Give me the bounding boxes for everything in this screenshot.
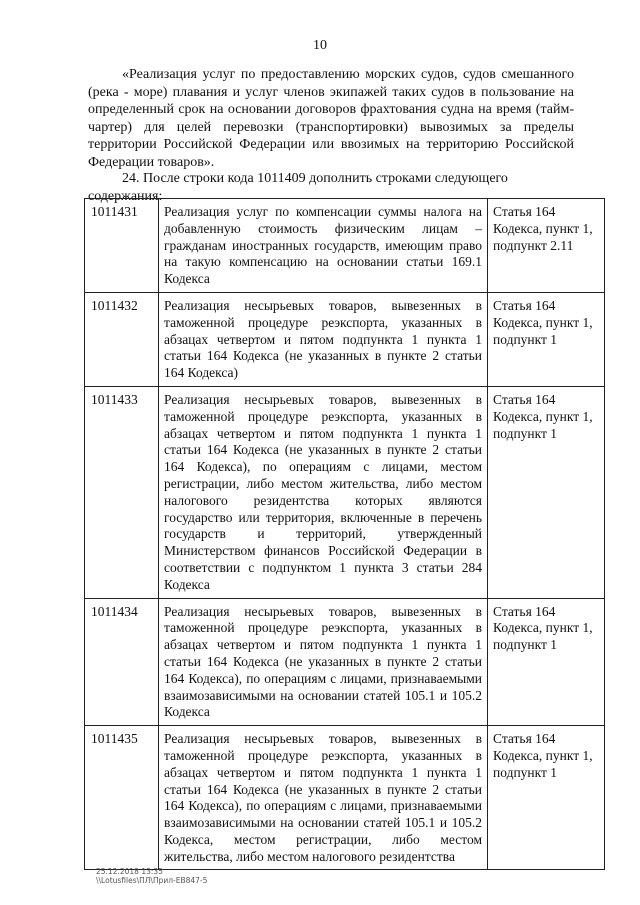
- row-description: Реализация несырьевых товаров, вывезенных в таможенной процедуре реэкспорта, указанных в абзацах четвертом и пятом подпункта 1 пункта 1 статьи 164 Кодекса (не указанных в пункте 2 статьи 164 Кодекса), по операциям с лицами, местом регистрации, либо местом жительства, либо местом налогового резидентства которых являются государство или территория, включенные в перечень государств и территорий, утвержденный Министерством финансов Российской Федерации в соответствии с подпунктом 1 пункта 3 статьи 284 Кодекса: [159, 386, 488, 598]
- row-reference: Статья 164 Кодекса, пункт 1, подпункт 1: [488, 292, 605, 386]
- table-row: [85, 199, 605, 293]
- codes-table: [84, 198, 605, 870]
- row-reference: Статья 164 Кодекса, пункт 1, подпункт 1: [488, 726, 605, 870]
- row-reference: Статья 164 Кодекса, пункт 1, подпункт 1: [488, 386, 605, 598]
- row-code: 1011435: [85, 726, 159, 870]
- intro-paragraph: «Реализация услуг по предоставлению морских судов, судов смешанного (река - море) плавания и услуг членов экипажей таких судов в пользование на определенный срок на основании договоров фрахтования судна на время (тайм-чартер) для целей перевозки (транспортировки) вывозимых за пределы территории Российской Федерации или ввозимых на территорию Российской Федерации товаров».: [88, 67, 574, 170]
- row-code: 1011432: [85, 292, 159, 386]
- page-number: 10: [313, 38, 327, 53]
- row-code: 1011431: [85, 199, 159, 293]
- footer-file-path: \\Lotusfiles\ПЛ\Прил-ЕВ847-5: [96, 876, 208, 885]
- row-code: 1011433: [85, 386, 159, 598]
- row-code: 1011434: [85, 598, 159, 726]
- table-row: [85, 292, 605, 386]
- row-reference: Статья 164 Кодекса, пункт 1, подпункт 2.11: [488, 199, 605, 293]
- table-row: [85, 726, 605, 870]
- table-row: [85, 598, 605, 726]
- row-description: Реализация несырьевых товаров, вывезенных в таможенной процедуре реэкспорта, указанных в абзацах четвертом и пятом подпункта 1 пункта 1 статьи 164 Кодекса (не указанных в пункте 2 статьи 164 Кодекса), по операциям с лицами, признаваемыми взаимозависимыми на основании статей 105.1 и 105.2 Кодекса, местом регистрации, либо местом жительства, либо местом налогового резидентства: [159, 726, 488, 870]
- row-reference: Статья 164 Кодекса, пункт 1, подпункт 1: [488, 598, 605, 726]
- row-description: Реализация несырьевых товаров, вывезенных в таможенной процедуре реэкспорта, указанных в абзацах четвертом и пятом подпункта 1 пункта 1 статьи 164 Кодекса (не указанных в пункте 2 статьи 164 Кодекса), по операциям с лицами, признаваемыми взаимозависимыми на основании статей 105.1 и 105.2 Кодекса: [159, 598, 488, 726]
- instruction-paragraph: 24. После строки кода 1011409 дополнить строками следующего содержания:: [88, 171, 508, 204]
- row-description: Реализация услуг по компенсации суммы налога на добавленную стоимость физическим лицам – гражданам иностранных государств, имеющим право на такую компенсацию на основании статьи 169.1 Кодекса: [159, 199, 488, 293]
- table-row: [85, 386, 605, 598]
- document-footer: [96, 867, 207, 885]
- row-description: Реализация несырьевых товаров, вывезенных в таможенной процедуре реэкспорта, указанных в абзацах четвертом и пятом подпункта 1 пункта 1 статьи 164 Кодекса (не указанных в пункте 2 статьи 164 Кодекса): [159, 292, 488, 386]
- footer-timestamp: 25.12.2018 13:35: [96, 867, 163, 876]
